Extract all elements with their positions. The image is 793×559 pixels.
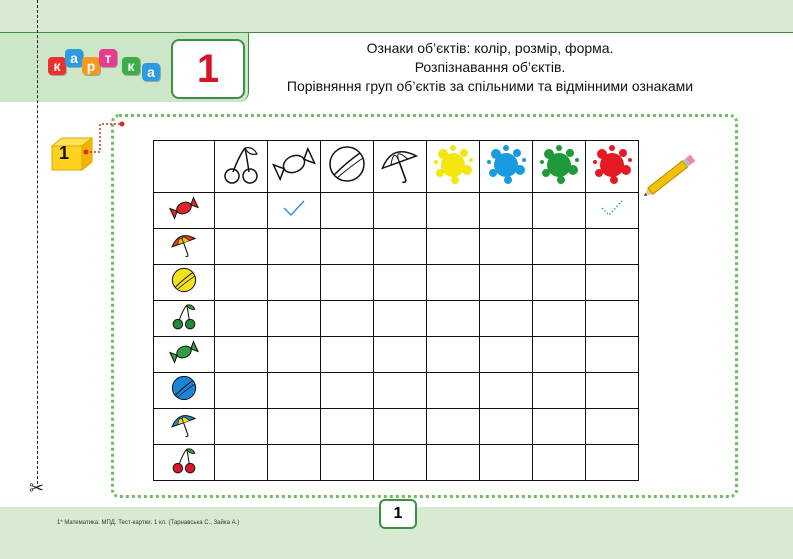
answer-cell[interactable] [427,193,480,229]
title-line-2: Розпізнавання об’єктів. [414,59,566,75]
answer-cell[interactable] [321,265,374,301]
answer-cell[interactable] [374,445,427,481]
header-band [0,32,793,104]
logo-letter: р [82,57,100,75]
answer-cell[interactable] [533,337,586,373]
logo-letter: к [122,57,140,75]
green-blot-icon [533,141,586,193]
logo-letter: а [142,63,160,81]
cut-line [37,0,38,484]
answer-cell[interactable] [533,301,586,337]
answer-cell[interactable] [374,409,427,445]
answer-cell[interactable] [533,445,586,481]
answer-cell[interactable] [215,445,268,481]
blue-blot-icon [480,141,533,193]
blue-yellow-umbrella-icon [154,409,215,445]
answer-cell[interactable] [321,373,374,409]
table-row [154,373,639,409]
red-candy-icon [154,193,215,229]
cherries-outline-icon [215,141,268,193]
task-pointer [76,120,126,160]
answer-cell[interactable] [480,409,533,445]
answer-cell[interactable] [586,301,639,337]
yellow-blot-icon [427,141,480,193]
answer-cell[interactable] [480,265,533,301]
table-row [154,337,639,373]
answer-cell[interactable] [321,445,374,481]
answer-cell[interactable] [374,337,427,373]
answer-cell[interactable] [374,193,427,229]
answer-cell[interactable] [321,409,374,445]
task-number: 1 [58,143,69,163]
answer-cell[interactable] [215,409,268,445]
answer-cell[interactable] [480,373,533,409]
table-row [154,301,639,337]
answer-cell[interactable] [586,193,639,229]
answer-cell[interactable] [215,193,268,229]
answer-cell[interactable] [321,337,374,373]
answer-cell[interactable] [215,229,268,265]
logo-letter: а [65,49,83,67]
answer-cell[interactable] [427,301,480,337]
table-row [154,193,639,229]
answer-cell[interactable] [268,409,321,445]
yellow-ball-icon [154,265,215,301]
logo-letter: т [99,49,117,67]
answer-cell[interactable] [215,337,268,373]
answer-cell[interactable] [427,229,480,265]
title-line-3: Порівняння груп об’єктів за спільними та відмінними ознаками [286,78,694,94]
answer-cell[interactable] [215,301,268,337]
answer-cell[interactable] [427,373,480,409]
answer-cell[interactable] [374,301,427,337]
answer-cell[interactable] [586,445,639,481]
answer-cell[interactable] [427,409,480,445]
table-row [154,445,639,481]
card-title [250,39,730,96]
check-mark-icon [280,198,308,218]
red-blot-icon [586,141,639,193]
answer-cell[interactable] [321,193,374,229]
candy-outline-icon [268,141,321,193]
scissors-icon: ✂ [29,478,45,498]
answer-cell[interactable] [268,265,321,301]
answer-cell[interactable] [586,337,639,373]
answer-cell[interactable] [586,373,639,409]
answer-cell[interactable] [321,301,374,337]
answer-cell[interactable] [586,409,639,445]
sorting-table [153,140,639,481]
answer-cell[interactable] [268,337,321,373]
answer-cell[interactable] [374,265,427,301]
red-yellow-umbrella-icon [154,229,215,265]
pencil-icon [640,152,700,202]
credit-line: 1* Математика. МПД. Тест-картки. 1 кл. (Тарнавська С., Зайка А.) [57,520,240,526]
page-number: 1 [379,499,417,529]
blue-ball-icon [154,373,215,409]
card-number: 1 [171,39,245,99]
answer-cell[interactable] [215,265,268,301]
answer-cell[interactable] [268,373,321,409]
green-cherries-icon [154,301,215,337]
green-candy-icon [154,337,215,373]
answer-cell[interactable] [480,337,533,373]
ball-outline-icon [321,141,374,193]
answer-cell[interactable] [268,229,321,265]
answer-cell[interactable] [427,337,480,373]
answer-cell[interactable] [586,229,639,265]
answer-cell[interactable] [427,265,480,301]
table-row [154,409,639,445]
answer-cell[interactable] [533,373,586,409]
answer-cell[interactable] [480,193,533,229]
answer-cell[interactable] [533,409,586,445]
answer-cell[interactable] [374,229,427,265]
answer-cell[interactable] [268,193,321,229]
title-line-1: Ознаки об’єктів: колір, розмір, форма. [366,40,614,56]
answer-cell[interactable] [215,373,268,409]
answer-cell[interactable] [533,193,586,229]
answer-cell[interactable] [480,445,533,481]
answer-cell[interactable] [480,229,533,265]
answer-cell[interactable] [427,445,480,481]
answer-cell[interactable] [533,229,586,265]
red-cherries-icon [154,445,215,481]
answer-cell[interactable] [321,229,374,265]
umbrella-outline-icon [374,141,427,193]
table-row [154,229,639,265]
logo-letter: к [48,57,66,75]
answer-cell[interactable] [268,301,321,337]
answer-cell[interactable] [374,373,427,409]
answer-cell[interactable] [586,265,639,301]
check-mark-icon [598,198,626,218]
table-row [154,265,639,301]
answer-cell[interactable] [533,265,586,301]
answer-cell[interactable] [480,301,533,337]
table-corner [154,141,215,193]
answer-cell[interactable] [268,445,321,481]
